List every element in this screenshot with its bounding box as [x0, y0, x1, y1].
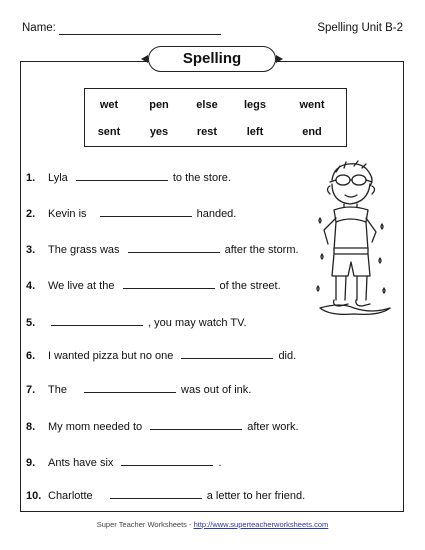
question-7: 7. The was out of ink.	[26, 384, 252, 396]
word-bank-word: rest	[196, 126, 218, 138]
name-field[interactable]	[59, 34, 221, 35]
word-bank-word: sent	[97, 126, 121, 138]
word-bank-word: left	[246, 126, 264, 138]
name-label: Name:	[22, 22, 56, 34]
question-4: 4. We live at the of the street.	[26, 280, 281, 292]
answer-blank[interactable]	[121, 455, 213, 466]
answer-blank[interactable]	[76, 170, 168, 181]
question-6: 6. I wanted pizza but no one did.	[26, 350, 297, 362]
word-bank-word: else	[196, 99, 218, 111]
footer-link[interactable]: http://www.superteacherworksheets.com	[193, 520, 329, 529]
answer-blank[interactable]	[128, 242, 220, 253]
question-9: 9. Ants have six .	[26, 457, 222, 469]
title-arrow-left	[141, 55, 148, 63]
question-5: 5. , you may watch TV.	[26, 317, 247, 329]
unit-label: Spelling Unit B-2	[317, 22, 403, 34]
word-bank	[84, 88, 347, 147]
question-8: 8. My mom needed to after work.	[26, 421, 299, 433]
answer-blank[interactable]	[110, 488, 202, 499]
answer-blank[interactable]	[181, 348, 273, 359]
answer-blank[interactable]	[150, 419, 242, 430]
page-title: Spelling	[148, 46, 276, 72]
word-bank-word: went	[299, 99, 325, 111]
word-bank-word: pen	[149, 99, 169, 111]
word-bank-word: yes	[149, 126, 169, 138]
answer-blank[interactable]	[84, 382, 176, 393]
answer-blank[interactable]	[51, 315, 143, 326]
answer-blank[interactable]	[100, 206, 192, 217]
answer-blank[interactable]	[123, 278, 215, 289]
question-1: 1. Lyla to the store.	[26, 172, 231, 184]
word-bank-word: wet	[99, 99, 119, 111]
footer: Super Teacher Worksheets - http://www.superteacherworksheets.com	[96, 520, 329, 529]
word-bank-word: legs	[243, 99, 266, 111]
word-bank-word: end	[302, 126, 322, 138]
question-3: 3. The grass was after the storm.	[26, 244, 299, 256]
question-10: 10. Charlotte a letter to her friend.	[26, 490, 306, 502]
title-arrow-right	[276, 55, 283, 63]
question-2: 2. Kevin is handed.	[26, 208, 237, 220]
wet-boy-illustration	[310, 158, 398, 318]
